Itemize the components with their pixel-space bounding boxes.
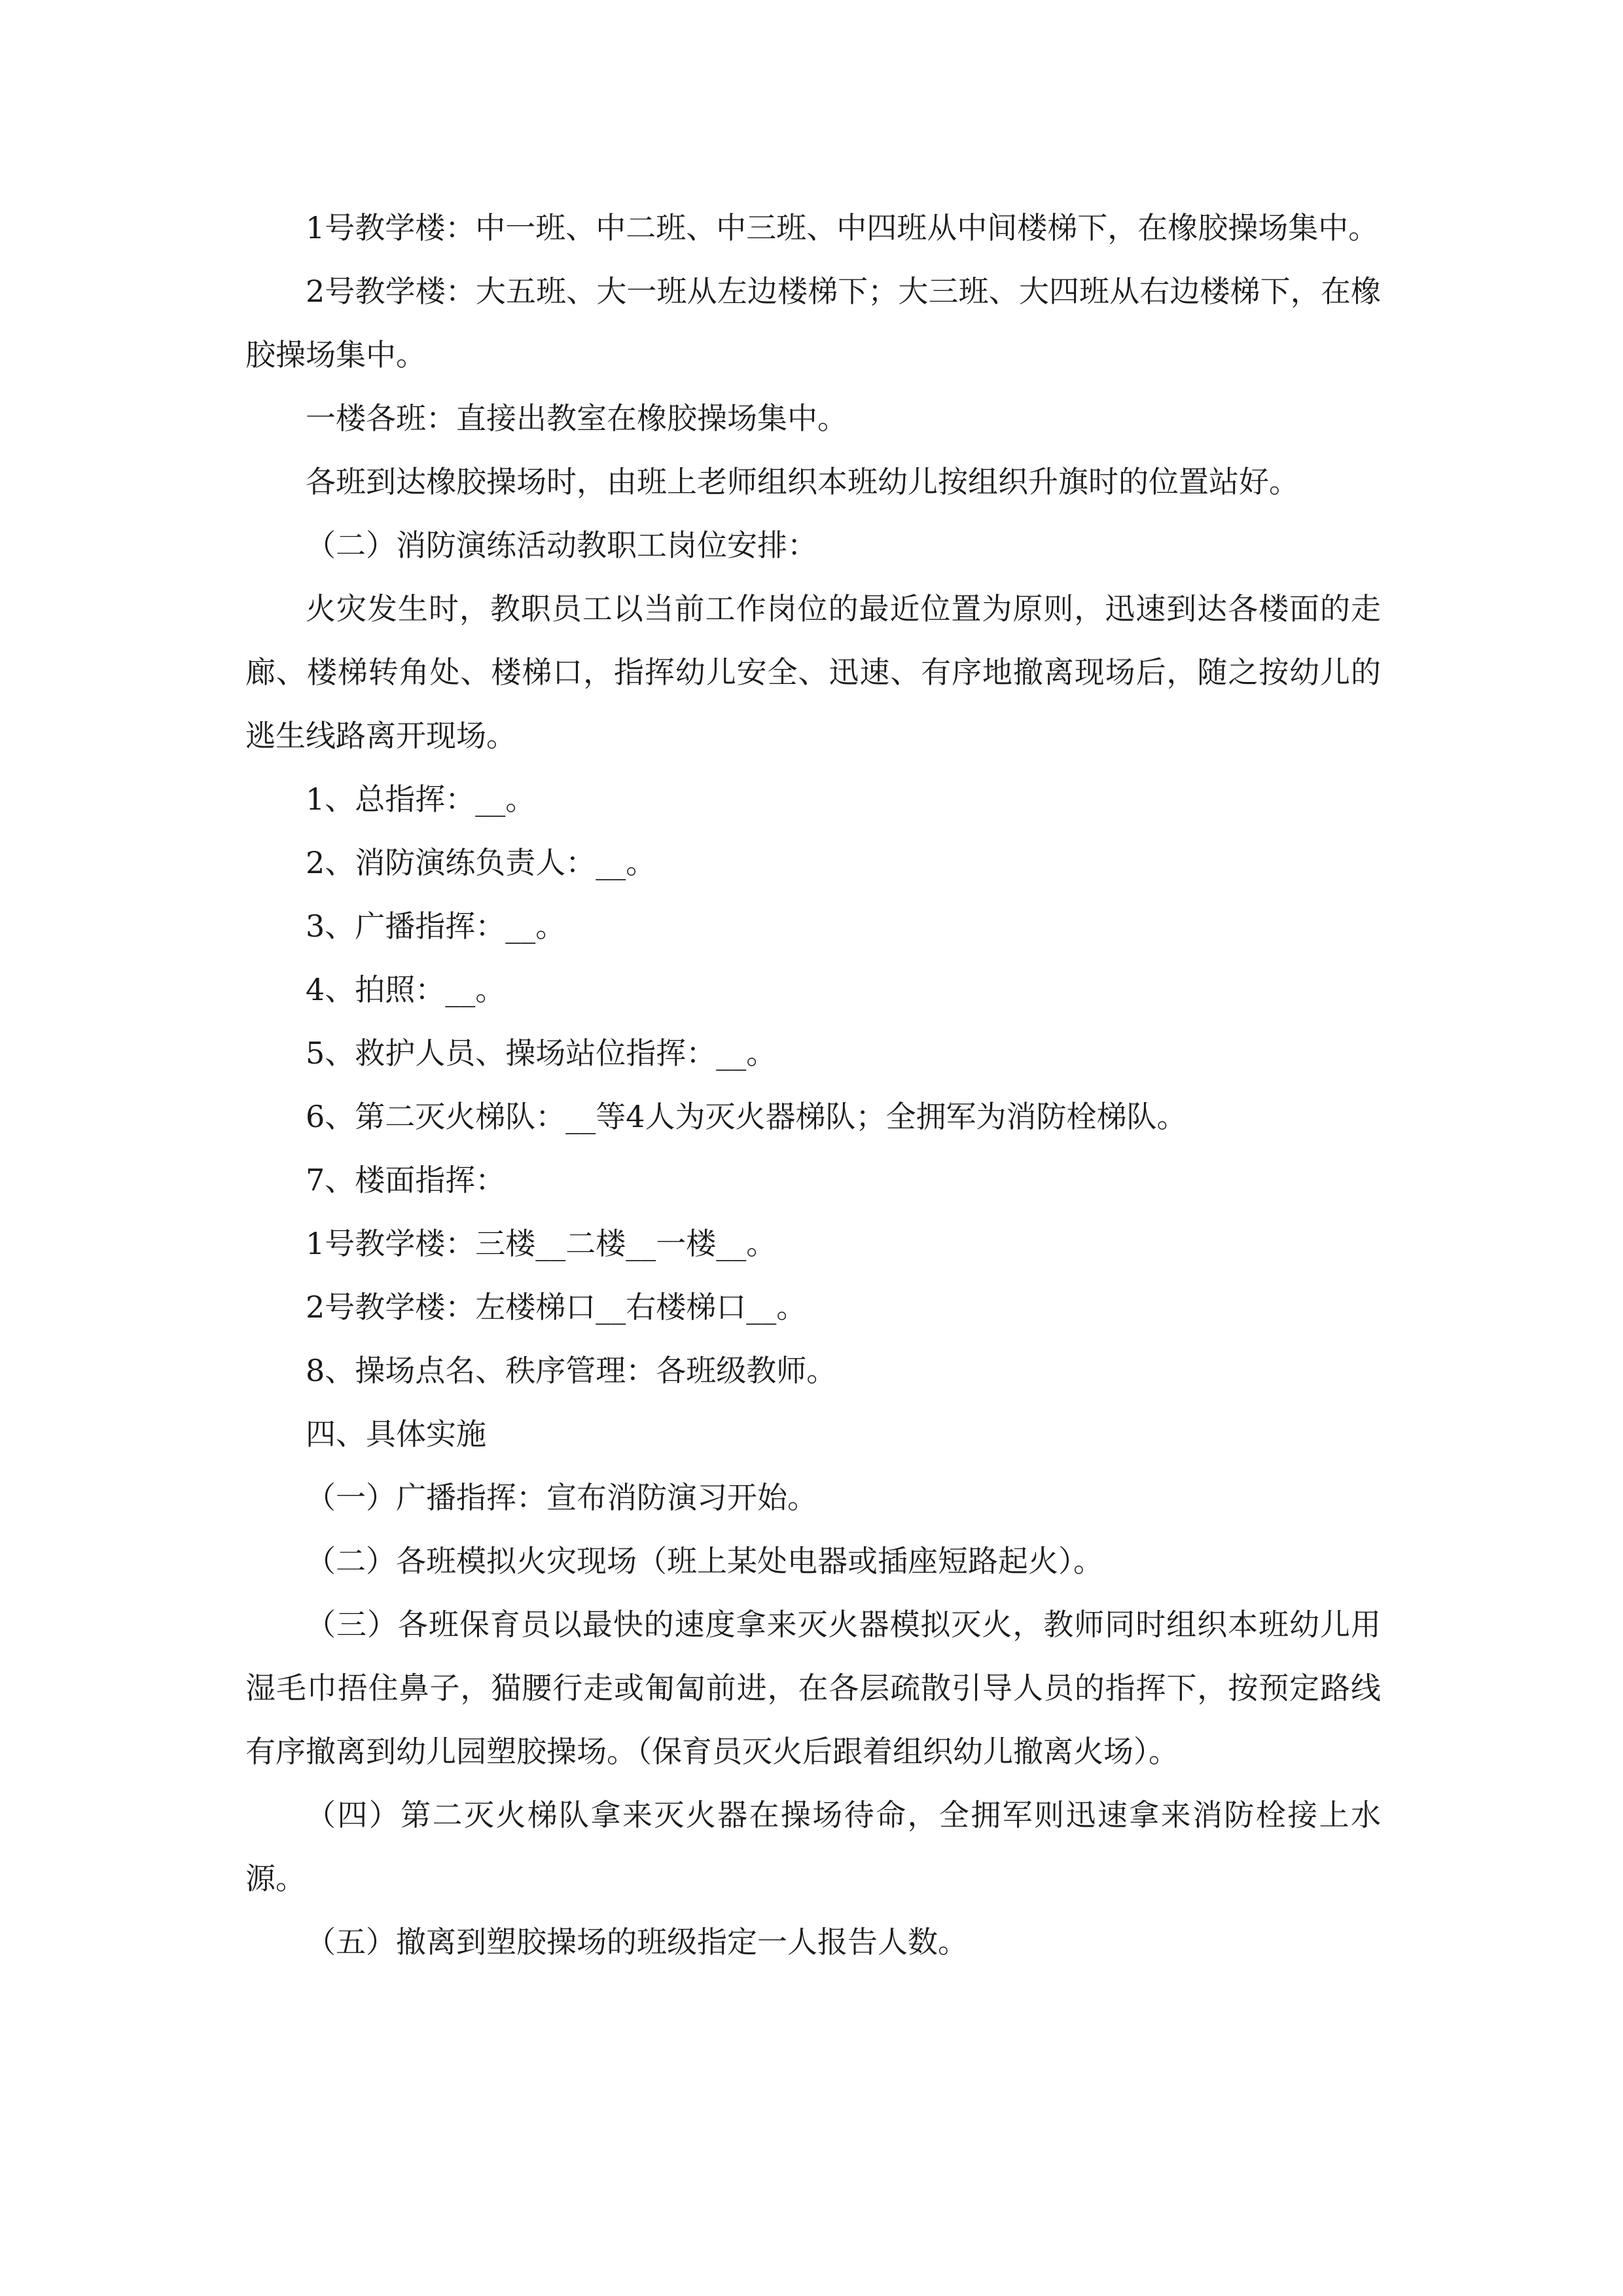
list-item-floor-command: 7、楼面指挥： <box>306 1162 506 1198</box>
step-broadcast-start: （一）广播指挥：宣布消防演习开始。 <box>306 1480 817 1515</box>
list-item-second-team: 6、第二灭火梯队：__等4人为灭火器梯队；全拥军为消防栓梯队。 <box>306 1099 1187 1134</box>
step-report-count: （五）撤离到塑胶操场的班级指定一人报告人数。 <box>306 1924 968 1960</box>
paragraph-first-floor: 一楼各班：直接出教室在橡胶操场集中。 <box>306 401 847 436</box>
document-body <box>245 196 1381 1974</box>
list-item-rescue: 5、救护人员、操场站位指挥：__。 <box>306 1035 777 1071</box>
list-item-photo: 4、拍照：__。 <box>306 972 506 1007</box>
list-subitem-building-1: 1号教学楼：三楼__二楼__一楼__。 <box>306 1226 777 1261</box>
list-item-roll-call: 8、操场点名、秩序管理：各班级教师。 <box>306 1353 837 1388</box>
step-second-team-standby: （四）第二灭火梯队拿来灭火器在操场待命，全拥军则迅速拿来消防栓接上水源。 <box>245 1797 1381 1896</box>
section-heading-staff-posts: （二）消防演练活动教职工岗位安排： <box>306 528 817 563</box>
paragraph-staff-principle: 火灾发生时，教职员工以当前工作岗位的最近位置为原则，迅速到达各楼面的走廊、楼梯转角处、楼梯口，指挥幼儿安全、迅速、有序地撤离现场后，随之按幼儿的逃生线路离开现场。 <box>245 591 1381 753</box>
paragraph-building-1-route: 1号教学楼：中一班、中二班、中三班、中四班从中间楼梯下，在橡胶操场集中。 <box>306 210 1379 245</box>
paragraph-building-2-route: 2号教学楼：大五班、大一班从左边楼梯下；大三班、大四班从右边楼梯下，在橡胶操场集中。 <box>245 274 1381 372</box>
paragraph-assembly: 各班到达橡胶操场时，由班上老师组织本班幼儿按组织升旗时的位置站好。 <box>306 464 1299 499</box>
step-simulate-fire: （二）各班模拟火灾现场（班上某处电器或插座短路起火）。 <box>306 1543 1103 1579</box>
list-subitem-building-2: 2号教学楼：左楼梯口__右楼梯口__。 <box>306 1289 807 1325</box>
section-heading-implementation: 四、具体实施 <box>306 1416 486 1452</box>
list-item-drill-lead: 2、消防演练负责人：__。 <box>306 845 656 880</box>
list-item-broadcast: 3、广播指挥：__。 <box>306 908 566 944</box>
step-evacuate: （三）各班保育员以最快的速度拿来灭火器模拟灭火，教师同时组织本班幼儿用湿毛巾捂住鼻子，猫腰行走或匍匐前进，在各层疏散引导人员的指挥下，按预定路线有序撤离到幼儿园塑胶操场。（保育员灭火后跟着组织幼儿撤离火场）。 <box>245 1607 1381 1769</box>
list-item-commander: 1、总指挥：__。 <box>306 781 536 817</box>
